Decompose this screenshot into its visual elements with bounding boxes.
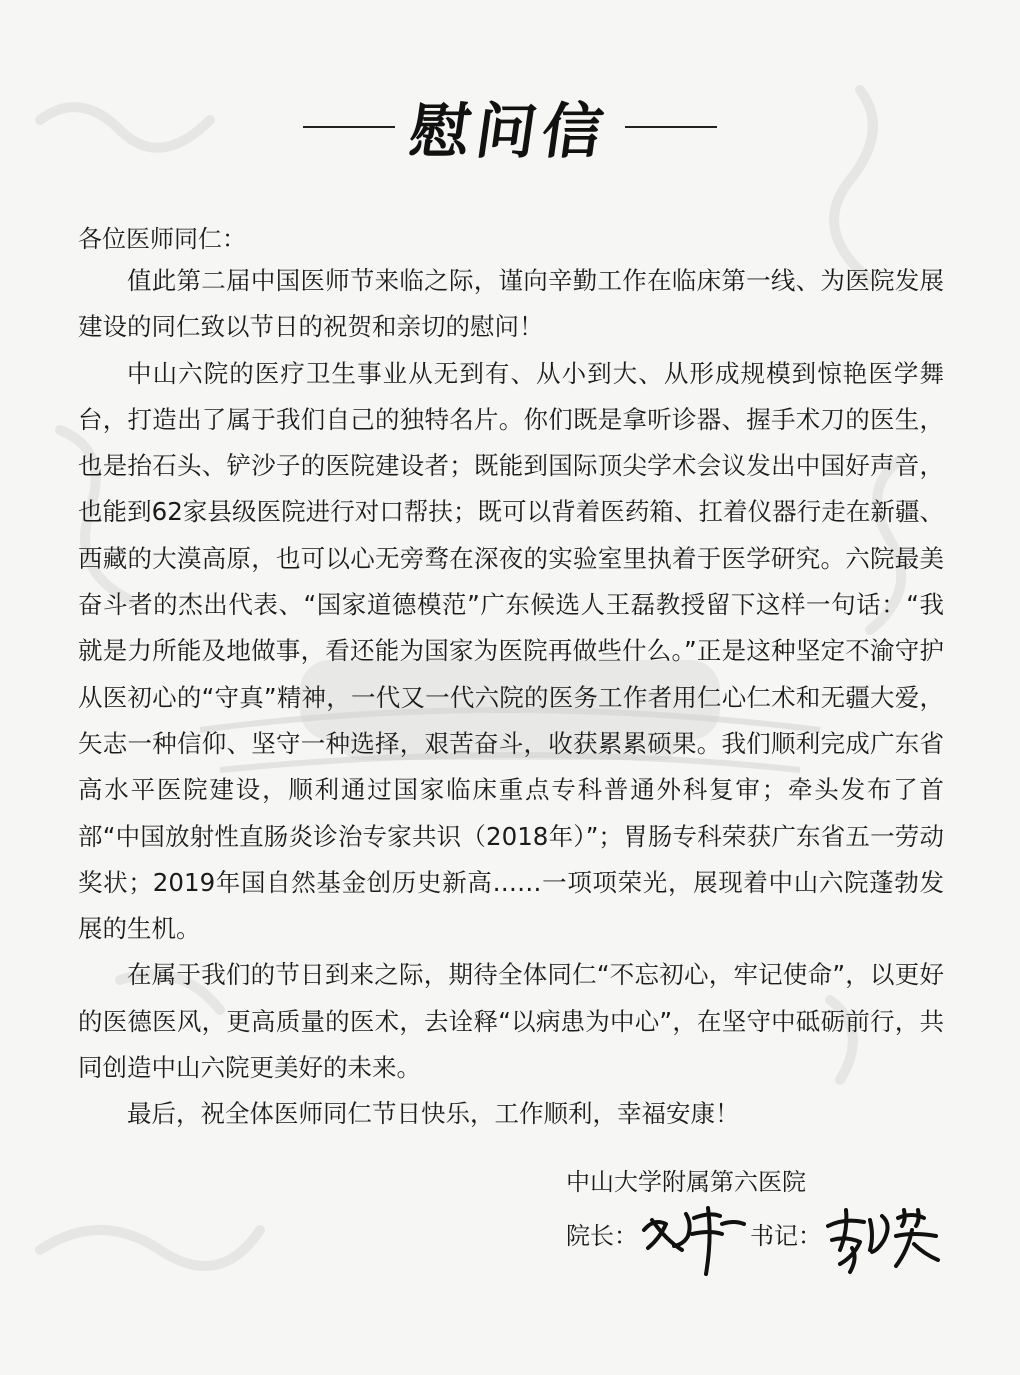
letter-body (78, 258, 944, 1138)
paragraph-expectation: 在属于我们的节日到来之际，期待全体同仁“不忘初心，牢记使命”，以更好的医德医风，更高质量的医术，去诠释“以病患为中心”，在坚守中砥砺前行，共同创造中山六院更美好的未来。 (78, 960, 944, 1083)
president-label: 院长： (566, 1222, 638, 1250)
secretary-label: 书记： (750, 1222, 822, 1250)
salutation: 各位医师同仁： (78, 225, 246, 253)
title-right-rule (625, 126, 717, 128)
letter-title: 慰问信 (405, 97, 614, 167)
signature-row (566, 1200, 952, 1290)
title-left-rule (303, 126, 395, 128)
letter-title-block (0, 82, 1020, 172)
paragraph-greeting: 值此第二届中国医师节来临之际，谨向辛勤工作在临床第一线、为医院发展建设的同仁致以节日的祝贺和亲切的慰问！ (78, 266, 944, 342)
paragraph-achievements: 中山六院的医疗卫生事业从无到有、从小到大、从形成规模到惊艳医学舞台，打造出了属于我们自己的独特名片。你们既是拿听诊器、握手术刀的医生，也是抬石头、铲沙子的医院建设者；既能到国际顶尖学术会议发出中国好声音，也能到62家县级医院进行对口帮扶；既可以背着医药箱、扛着仪器行走在新疆、西藏的大漠高原，也可以心无旁骛在深夜的实验室里执着于医学研究。六院最美奋斗者的杰出代表、“国家道德模范”广东候选人王磊教授留下这样一句话：“我就是力所能及地做事，看还能为国家为医院再做些什么。”正是这种坚定不渝守护从医初心的“守真”精神，一代又一代六院的医务工作者用仁心仁术和无疆大爱，矢志一种信仰、坚守一种选择，艰苦奋斗，收获累累硕果。我们顺利完成广东省高水平医院建设，顺利通过国家临床重点专科普通外科复审；牵头发布了首部“中国放射性直肠炎诊治专家共识（2018年）”；胃肠专科荣获广东省五一劳动奖状；2019年国自然基金创历史新高……一项项荣光，展现着中山六院蓬勃发展的生机。 (78, 358, 944, 944)
president-signature (638, 1200, 750, 1280)
paragraph-closing: 最后，祝全体医师同仁节日快乐，工作顺利，幸福安康！ (127, 1099, 740, 1129)
secretary-signature (822, 1200, 952, 1280)
signature-organization: 中山大学附属第六医院 (566, 1168, 806, 1196)
